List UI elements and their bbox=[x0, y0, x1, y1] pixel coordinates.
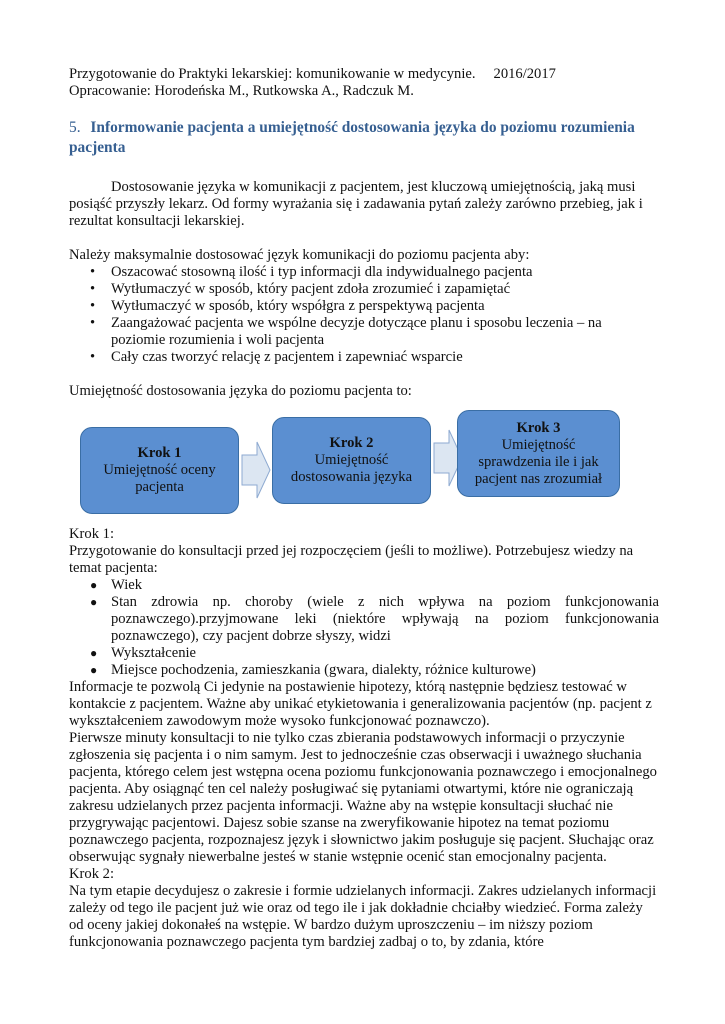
steps-diagram bbox=[69, 410, 659, 518]
list-item: ● Wykształcenie bbox=[90, 645, 197, 661]
step-box-1: Krok 1 Umiejętność oceny pacjenta bbox=[80, 427, 239, 514]
intro-paragraph: Dostosowanie języka w komunikacji z pacjentem, jest kluczową umiejętnością, jaką musi posiąść przyszły lekarz. Od formy wyrażania się i zadawania pytań zależy zarówno przebieg, jak i rezultat konsultacji lekarskiej. bbox=[69, 179, 643, 229]
list-item: ● Wiek bbox=[90, 577, 143, 593]
step1-paragraph-2: Pierwsze minuty konsultacji to nie tylko czas zbierania podstawowych informacji o przyczynie zgłoszenia się pacjenta i o nim samym. Jest to jednocześnie czas obserwacji i uważnego słuchania pacjenta, którego celem jest wstępna ocena poziomu funkcjonowania poznawczego i emocjonalnego pacjenta. Aby osiągnąć ten cel należy posługiwać się pytaniami otwartymi, które nie ograniczają zakresu udzielanych przez pacjenta informacji. Ważne aby na wstępie konsultacji słuchać nie przygrywając pacjentowi. Dajesz sobie szanse na zweryfikowanie hipotez na temat poziomu poznawczego pacjenta, rozpoznajesz język i słownictwo jakim posługuje się pacjent. Słuchając oraz obserwując sygnały niewerbalne jesteś w stanie wstępnie ocenić stan emocjonalny pacjenta. bbox=[69, 730, 657, 865]
step1-list bbox=[69, 577, 659, 679]
section-heading bbox=[69, 118, 659, 158]
skill-intro: Umiejętność dostosowania języka do poziomu pacjenta to: bbox=[69, 383, 412, 399]
adapt-list bbox=[69, 264, 659, 366]
list-item: • Wytłumaczyć w sposób, który współgra z perspektywą pacjenta bbox=[90, 298, 485, 314]
list-item: ● Stan zdrowia np. choroby (wiele z nich wpływa na poziom funkcjonowania poznawczego).przyjmowane leki (niektóre wpływają na poziom funkcjonowania poznawczego), czy pacjent dobrze słyszy, widzi bbox=[90, 594, 659, 644]
section-number: 5. bbox=[69, 119, 81, 136]
step2-section bbox=[69, 866, 659, 951]
section-title: Informowanie pacjenta a umiejętność dostosowania języka do poziomu rozumienia pacjenta bbox=[69, 119, 635, 156]
step2-paragraph-1: Na tym etapie decydujesz o zakresie i formie udzielanych informacji. Zakres udzielanych informacji zależy od tego ile pacjent już wie oraz od tego ile i jak dokładnie chciałby wiedzieć. Forma zależy od oceny jakiej dokonałeś na wstępie. W bardzo dużym uproszczeniu – im niższy poziom funkcjonowania poznawczego pacjenta tym bardziej zadbaj o to, by zdania, które bbox=[69, 883, 657, 950]
list-item: • Oszacować stosowną ilość i typ informacji dla indywidualnego pacjenta bbox=[90, 264, 533, 280]
header-course: Przygotowanie do Praktyki lekarskiej: komunikowanie w medycynie. bbox=[69, 66, 476, 82]
step1-section bbox=[69, 526, 659, 866]
step1-label: Krok 1: bbox=[69, 526, 114, 542]
list-item: ● Miejsce pochodzenia, zamieszkania (gwara, dialekty, różnice kulturowe) bbox=[90, 662, 536, 678]
step-box-2: Krok 2 Umiejętność dostosowania języka bbox=[272, 417, 431, 504]
header-line-1 bbox=[69, 66, 659, 83]
step-box-3: Krok 3 Umiejętność sprawdzenia ile i jak pacjent nas zrozumiał bbox=[457, 410, 620, 497]
step1-intro: Przygotowanie do konsultacji przed jej rozpoczęciem (jeśli to możliwe). Potrzebujesz wiedzy na temat pacjenta: bbox=[69, 543, 634, 576]
document-page bbox=[69, 66, 659, 951]
list-item: • Cały czas tworzyć relację z pacjentem i zapewniać wsparcie bbox=[90, 349, 463, 365]
list-item: • Zaangażować pacjenta we wspólne decyzje dotyczące planu i sposobu leczenia – na poziomie rozumienia i woli pacjenta bbox=[90, 315, 602, 348]
header-year: 2016/2017 bbox=[493, 66, 556, 82]
step2-label: Krok 2: bbox=[69, 866, 114, 882]
adapt-intro: Należy maksymalnie dostosować język komunikacji do poziomu pacjenta aby: bbox=[69, 247, 530, 263]
step1-paragraph-1: Informacje te pozwolą Ci jedynie na postawienie hipotezy, którą następnie będziesz testować w kontakcie z pacjentem. Ważne aby unikać etykietowania i generalizowania pacjentów (np. pacjent z wykształceniem zawodowym może wysoko funkcjonować poznawczo). bbox=[69, 679, 652, 729]
header-authors: Opracowanie: Horodeńska M., Rutkowska A., Radczuk M. bbox=[69, 83, 414, 99]
list-item: • Wytłumaczyć w sposób, który pacjent zdoła zrozumieć i zapamiętać bbox=[90, 281, 511, 297]
arrow-icon bbox=[241, 440, 271, 500]
